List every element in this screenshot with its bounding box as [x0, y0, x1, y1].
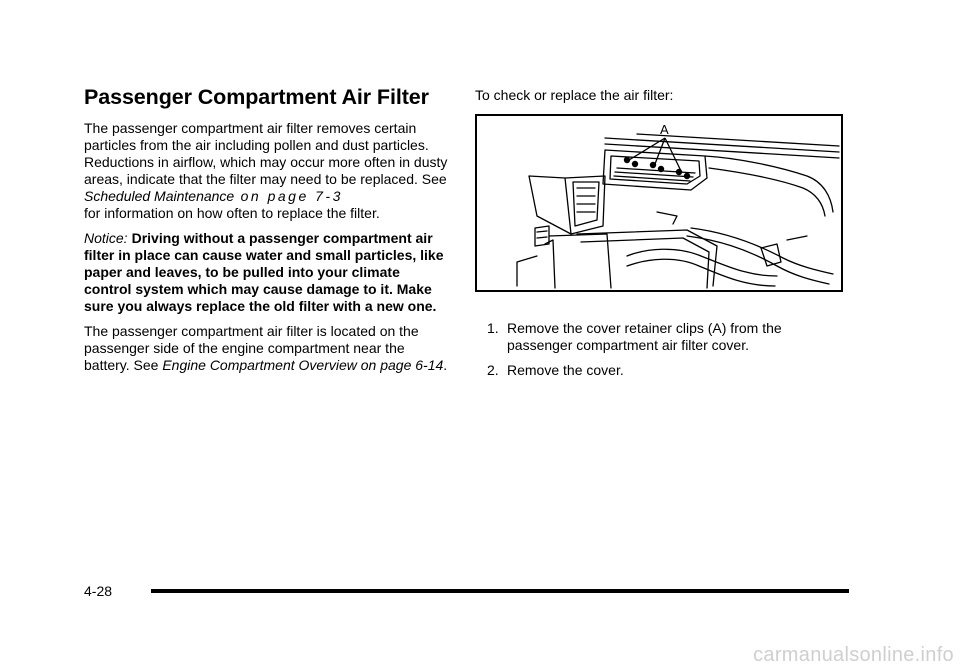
page-number: 4-28: [84, 583, 113, 599]
list-item: [475, 362, 850, 379]
engine-compartment-overview-link[interactable]: Engine Compartment Overview on page 6‑14: [162, 357, 444, 373]
air-filter-illustration: [475, 114, 843, 292]
air-filter-drawing: [477, 116, 841, 290]
filter-description-paragraph: [84, 120, 449, 222]
procedure-intro: To check or replace the air filter:: [475, 87, 674, 103]
filter-location-text: The passenger compartment air filter is located on the passenger side of the engine compartment near the battery. See: [84, 323, 419, 373]
left-column: [84, 84, 449, 382]
notice-label: Notice:: [84, 230, 128, 246]
list-item: [475, 320, 850, 354]
filter-description-after: for information on how often to replace the filter.: [84, 205, 380, 221]
figure-callout-label: A: [660, 122, 669, 137]
step-text: Remove the cover.: [507, 362, 624, 378]
watermark: carmanualsonline.info: [753, 644, 954, 666]
step-text: Remove the cover retainer clips (A) from the passenger compartment air filter cover.: [507, 320, 782, 353]
procedure-steps: [475, 320, 850, 379]
notice-paragraph: [84, 230, 449, 315]
filter-location-paragraph: The passenger compartment air filter is located on the passenger side of the engine compartment near the battery. See Engine Compartment Overview on page 6‑14.: [84, 323, 448, 373]
right-column: [475, 84, 850, 387]
scheduled-maintenance-link[interactable]: Scheduled Maintenance on page 7‑3: [84, 188, 343, 204]
step-number: 2.: [487, 362, 499, 378]
footer-rule: [151, 589, 849, 593]
step-number: 1.: [487, 320, 499, 336]
section-heading: Passenger Compartment Air Filter: [84, 85, 429, 109]
filter-description-text: The passenger compartment air filter removes certain particles from the air including pollen and dust particles. Reductions in airflow, which may occur more often in dusty areas, indicate that the filter may need to be replaced. See: [84, 120, 448, 187]
notice-text: Driving without a passenger compartment air filter in place can cause water and small particles, like paper and leaves, to be pulled into your climate control system which may cause damage to it. Make sure you always replace the old filter with a new one.: [84, 230, 444, 314]
